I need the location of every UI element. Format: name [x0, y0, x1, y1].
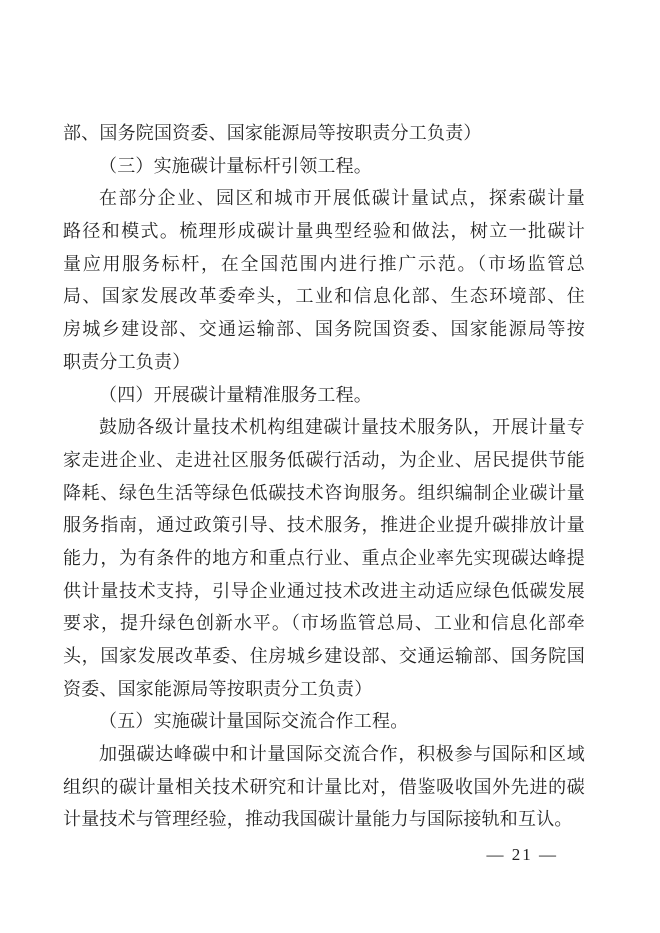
section-heading-3: （三）实施碳计量标杆引领工程。	[99, 155, 372, 176]
section-heading-4: （四）开展碳计量精准服务工程。	[99, 384, 372, 405]
text-line: 组织的碳计量相关技术研究和计量比对，借鉴吸收国外先进的碳	[63, 776, 585, 797]
paragraph-continuation-line: 部、国务院国资委、国家能源局等按职责分工负责）	[63, 123, 482, 143]
document-text	[63, 117, 585, 836]
paragraph-last-line: 资委、国家能源局等按职责分工负责）	[63, 678, 373, 699]
paragraph-first-line: 在部分企业、园区和城市开展低碳计量试点，探索碳计量	[99, 188, 585, 209]
text-line: 局、国家发展改革委牵头，工业和信息化部、生态环境部、住	[63, 286, 585, 307]
text-line: 供计量技术支持，引导企业通过技术改进主动适应绿色低碳发展	[63, 580, 585, 601]
text-line: 家走进企业、走进社区服务低碳行活动，为企业、居民提供节能	[63, 449, 585, 470]
paragraph-last-line: 职责分工负责）	[63, 351, 191, 372]
text-line: 服务指南，通过政策引导、技术服务，推进企业提升碳排放计量	[63, 515, 585, 536]
text-line: 要求，提升绿色创新水平。（市场监管总局、工业和信息化部牵	[63, 613, 585, 634]
section-heading-5: （五）实施碳计量国际交流合作工程。	[99, 711, 409, 732]
text-line: 量应用服务标杆，在全国范围内进行推广示范。（市场监管总	[63, 253, 585, 274]
text-line: 头，国家发展改革委、住房城乡建设部、交通运输部、国务院国	[63, 646, 585, 666]
paragraph-last-line: 计量技术与管理经验，推动我国碳计量能力与国际接轨和互认。	[63, 809, 573, 830]
paragraph-first-line: 鼓励各级计量技术机构组建碳计量技术服务队，开展计量专	[99, 417, 585, 438]
text-line: 能力，为有条件的地方和重点行业、重点企业率先实现碳达峰提	[63, 547, 585, 568]
page-number: — 21 —	[486, 845, 558, 864]
text-line: 路径和模式。梳理形成碳计量典型经验和做法，树立一批碳计	[63, 221, 585, 242]
text-line: 房城乡建设部、交通运输部、国务院国资委、国家能源局等按	[63, 319, 585, 340]
paragraph-first-line: 加强碳达峰碳中和计量国际交流合作，积极参与国际和区域	[99, 744, 585, 765]
text-line: 降耗、绿色生活等绿色低碳技术咨询服务。组织编制企业碳计量	[63, 482, 585, 503]
